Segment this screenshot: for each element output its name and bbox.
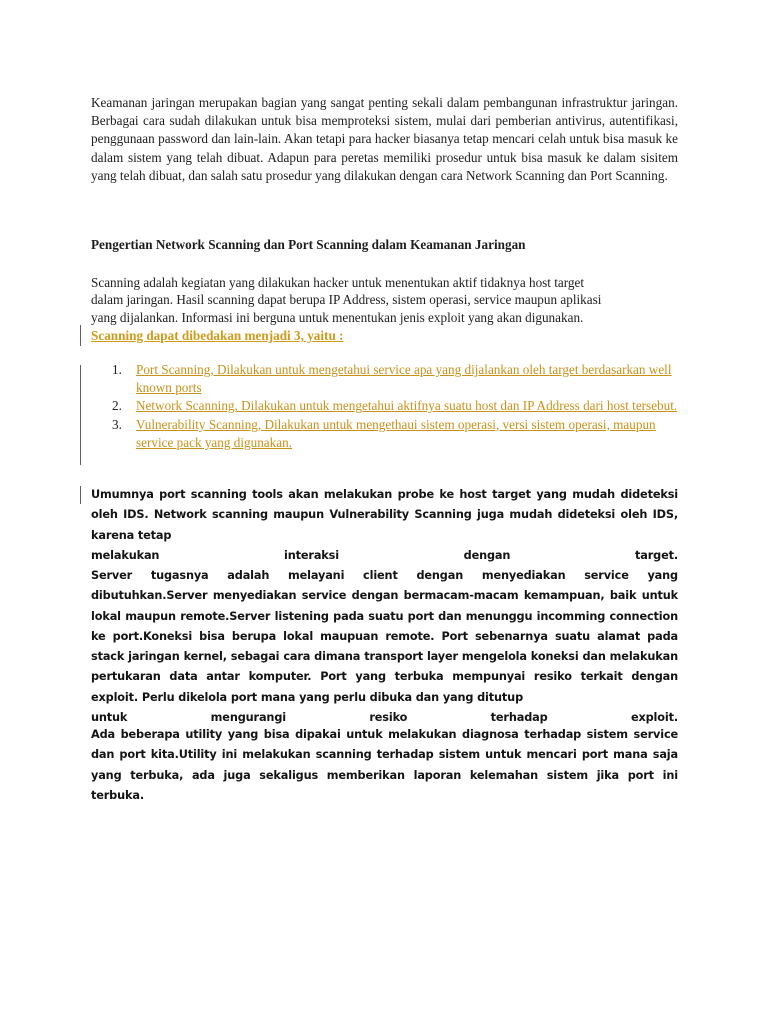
list-item-text: Network Scanning, Dilakukan untuk mengetahui aktifnya suatu host dan IP Address dari host tersebut. bbox=[136, 398, 678, 414]
section-heading: Pengertian Network Scanning dan Port Scanning dalam Keamanan Jaringan bbox=[91, 237, 526, 252]
list-item-text: Vulnerability Scanning, Dilakukan untuk mengethaui sistem operasi, versi sistem operasi, maupun service pack yang digunakan. bbox=[136, 416, 656, 450]
scanning-line: yang dijalankan. Informasi ini berguna untuk menentukan jenis exploit yang akan digunakan. bbox=[91, 309, 584, 325]
scanning-types-list bbox=[112, 361, 680, 452]
list-item bbox=[112, 361, 680, 397]
server-paragraph bbox=[91, 566, 678, 728]
paragraph-body: Server tugasnya adalah melayani client dengan menyediakan service yang dibutuhkan.Server menyediakan service dengan bermacam-macam kemampuan, baik untuk lokal maupun remote.Server listening pada suatu port dan menunggu incomming connection ke port.Koneksi bisa berupa lokal maupuan remote. Port sebenarnya suatu alamat pada stack jaringan kernel, sebagai cara dimana transport layer mengelola koneksi dan melakukan pertukaran data antar komputer. Port yang terbuka mempunyai resiko terkait dengan exploit. Perlu dikelola port mana yang perlu dibuka dan yang ditutup bbox=[91, 569, 678, 704]
change-bar bbox=[80, 365, 81, 465]
list-item-text: Port Scanning, Dilakukan untuk mengetahui service apa yang dijalankan oleh target berdasarkan well known ports bbox=[136, 362, 672, 396]
list-item bbox=[112, 416, 680, 452]
list-number: 1. bbox=[112, 362, 122, 377]
scanning-line: Scanning adalah kegiatan yang dilakukan hacker untuk menentukan aktif tidaknya host target bbox=[91, 275, 585, 290]
paragraph-body: Umumnya port scanning tools akan melakukan probe ke host target yang mudah dideteksi oleh IDS. Network scanning maupun Vulnerability Scanning juga mudah dideteksi oleh IDS, karena tetap bbox=[91, 488, 678, 542]
list-number: 2. bbox=[112, 398, 122, 414]
change-bar bbox=[80, 325, 81, 346]
list-item bbox=[112, 397, 680, 415]
paragraph-last-line: untuk mengurangi resiko terhadap exploit. bbox=[91, 711, 678, 725]
utility-paragraph: Ada beberapa utility yang bisa dipakai untuk melakukan diagnosa terhadap sistem service dan port kita.Utility ini melakukan scanning terhadap sistem untuk mencari port mana saja yang terbuka, ada juga sekaligus memberikan laporan kelemahan sistem jika port ini terbuka. bbox=[91, 728, 678, 802]
scanning-types-heading: Scanning dapat dibedakan menjadi 3, yaitu : bbox=[91, 328, 344, 343]
change-bar bbox=[80, 486, 81, 504]
intro-paragraph: Keamanan jaringan merupakan bagian yang sangat penting sekali dalam pembangunan infrastruktur jaringan. Berbagai cara sudah dilakukan untuk bisa memproteksi sistem, mulai dari pemberian antivirus, autentifikasi, penggunaan password dan lain-lain. Akan tetapi para hacker biasanya tetap mencari celah untuk bisa masuk ke dalam sistem yang telah dibuat. Adapun para peretas memiliki prosedur untuk bisa masuk ke dalam sisitem yang telah dibuat, dan salah satu prosedur yang dilakukan dengan cara Network Scanning dan Port Scanning. bbox=[91, 95, 678, 183]
scanning-line: dalam jaringan. Hasil scanning dapat berupa IP Address, sistem operasi, service maupun aplikasi bbox=[91, 292, 602, 308]
list-number: 3. bbox=[112, 416, 122, 432]
port-scanning-paragraph bbox=[91, 485, 678, 566]
scanning-definition-paragraph bbox=[91, 274, 686, 326]
paragraph-last-line: melakukan interaksi dengan target. bbox=[91, 548, 678, 562]
